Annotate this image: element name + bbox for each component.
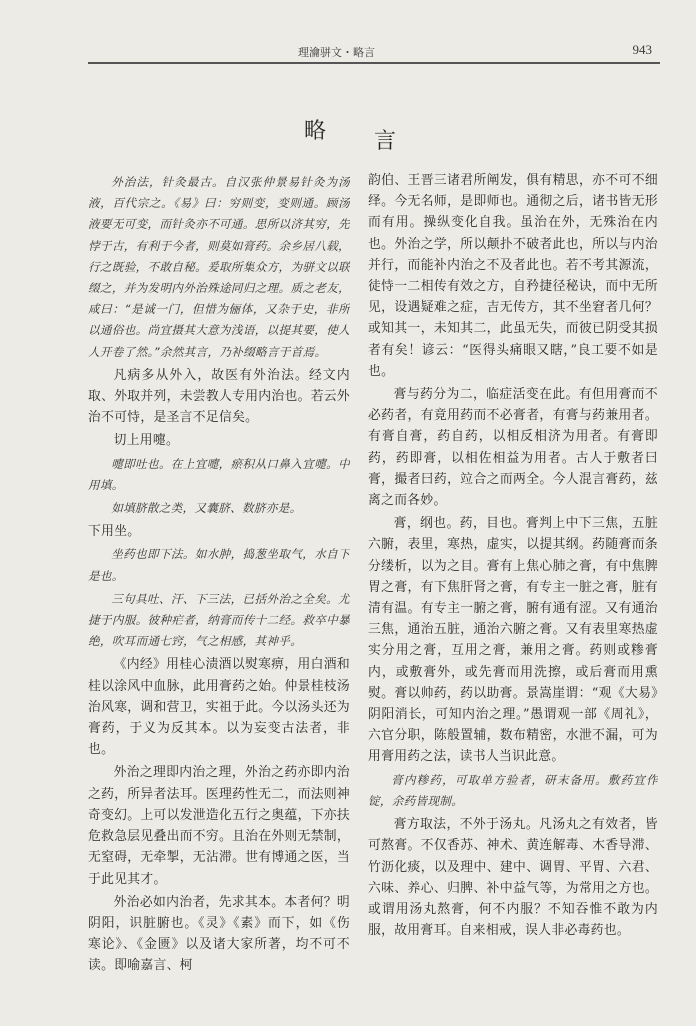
left-column (88, 160, 350, 996)
running-header (88, 44, 660, 64)
running-title: 理瀹骈文・略言 (298, 46, 375, 59)
chapter-title-char-2: 言 (374, 129, 397, 154)
paragraph: 膏，纲也。药，目也。膏判上中下三焦，五脏六腑，表里，寒热，虚实，以提其纲。药随膏而条分缕析，以为之目。膏有上焦心肺之膏，有中焦脾胃之膏，有下焦肝肾之膏，有专主一脏之膏，脏有清有温。有专主一腑之膏，腑有通有涩。又有通治三焦，通治五脏，通治六腑之膏。又有表里寒热虚实分用之膏，互用之膏，兼用之膏。药则或糁膏内，或敷膏外，或先膏而用洗擦，或后膏而用熏熨。膏以帅药，药以助膏。景嵩崖谓：“观《大易》阴阳消长，可知内治之理。”愚谓观一部《周礼》，六官分职，陈般置辅，数布精密，水泄不漏，可为用膏用药之法，读书人当识此意。 (368, 516, 658, 765)
paragraph: 外治必如内治者，先求其本。本者何？明阴阳，识脏腑也。《灵》《素》而下，如《伤寒论》、《金匮》以及诸大家所著，均不可不读。即喻嘉言、柯 (88, 894, 350, 974)
paragraph: 韵伯、王晋三诸君所阐发，俱有精思，亦不可不细绎。今无名师，是即师也。通彻之后，诸书皆无形而有用。操纵变化自我。虽治在外，无殊治在内也。外治之学，所以颠扑不破者此也，所以与内治并行，而能补内治之不及者此也。若不考其源流，徒恃一二相传有效之方，自矜捷径秘诀，而中无所见，设遇疑难之症，吉无传方，其不坐窘者几何？或知其一，未知其二，此虽无失，而彼已阴受其损者有矣！谚云：“医得头痛眼又瞎，”良工要不如是也。 (368, 173, 658, 379)
paragraph: 凡病多从外入，故医有外治法。经文内取、外取并列，未尝教人专用内治也。若云外治不可恃，是圣言不足信矣。 (88, 367, 350, 426)
paragraph: 《内经》用桂心渍酒以熨寒痹，用白酒和桂以涂风中血脉，此用膏药之始。仲景桂枝汤治风寒，调和营卫，实祖于此。今以汤头还为膏药，于义为反其本。以为妄变古法者，非也。 (88, 657, 350, 758)
paragraph: 嚏即吐也。在上宜嚏，瘀积从口鼻入宜嚏。中用填。 (88, 456, 350, 492)
paragraph: 下用坐。 (88, 524, 141, 540)
paragraph: 切上用嚏。 (113, 433, 180, 449)
paragraph: 如填脐散之类，又囊脐、数脐亦是。 (111, 501, 302, 516)
paragraph: 膏内糁药，可取单方验者，研末备用。敷药宜作锭，余药皆现制。 (368, 772, 658, 808)
paragraph: 膏与药分为二，临症活变在此。有但用膏而不必药者，有竟用药而不必膏者，有膏与药兼用者。有膏自膏，药自药，以相反相济为用者。有膏即药，药即膏，以相佐相益为用者。古人于敷者曰膏，撮者曰药，竝合之而两全。今人混言膏药，兹离之而各妙。 (368, 387, 658, 509)
paragraph: 坐药也即下法。如水肿，捣葱坐取气，水自下是也。 (88, 547, 350, 583)
chapter-title-char-1: 略 (304, 119, 327, 144)
paragraph: 外治法，针灸最古。自汉张仲景易针灸为汤液，百代宗之。《易》曰：穷则变，变则通。顾汤液要无可变，而针灸亦不可通。思所以济其穷，先悖于古，有利于今者，则莫如膏药。余乡居八载，行之既验，不敢自秘。爰取所集众方，为骈文以联缀之，并为发明内外治殊途同归之理。质之老友，咸曰：“是诚一门，但惜为俪体，又杂于史，非所以通俗也。尚宜摄其大意为浅语，以提其要，使人人开卷了然。”余然其言，乃补缀略言于首焉。 (88, 175, 350, 359)
paragraph: 外治之理即内治之理，外治之药亦即内治之药，所异者法耳。医理药性无二，而法则神奇变幻。上可以发泄造化五行之奥蕴，下亦扶危救急层见叠出而不穷。且治在外则无禁制，无窒碍，无牵掣，无沾滞。世有博通之医，当于此见其才。 (88, 765, 350, 887)
right-column (368, 170, 658, 996)
paragraph: 膏方取法，不外于汤丸。凡汤丸之有效者，皆可熬膏。不仅香苏、神术、黄连解毒、木香导滞、竹沥化痰，以及理中、建中、调胃、平胃、六君、六味、养心、归脾、补中益气等，为常用之方也。或谓用汤丸熬膏，何不内服？不知吞惟不敢为内服，故用膏耳。自来相戒，误人非必毒药也。 (368, 817, 658, 939)
page-number: 943 (632, 42, 652, 57)
paragraph: 三句具吐、汗、下三法，已括外治之全矣。尤捷于内服。彼种疟者，纳膏而传十二经。救卒中暴绝，吹耳而通七窍，气之相感，其神乎。 (88, 591, 350, 649)
